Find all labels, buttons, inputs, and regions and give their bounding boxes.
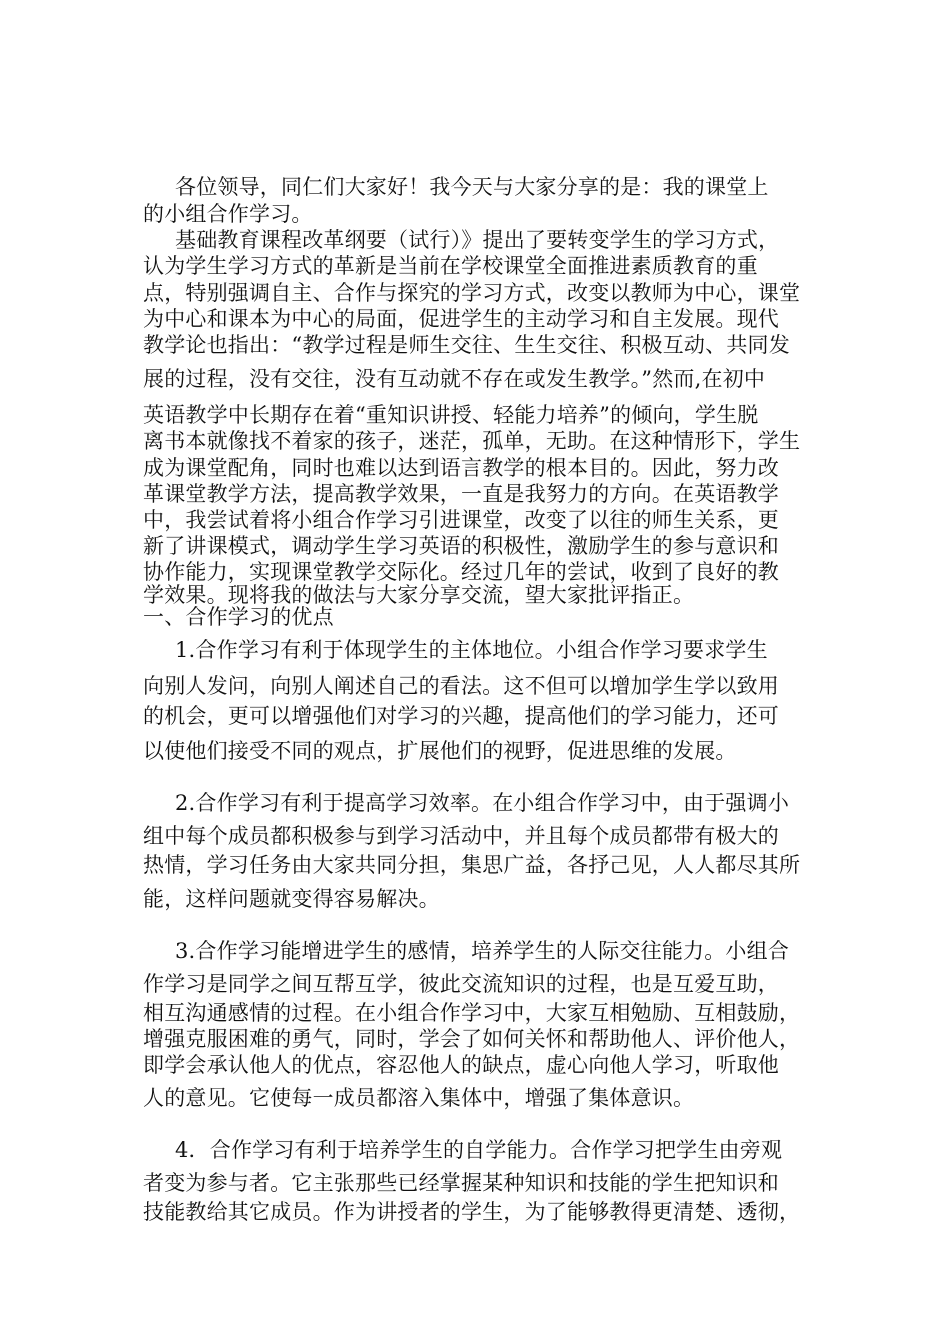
text-line: 热情，学习任务由大家共同分担，集思广益，各抒己见，人人都尽其所	[143, 853, 801, 877]
text-line: 以使他们接受不同的观点，扩展他们的视野，促进思维的发展。	[143, 739, 737, 763]
text-line: 展的过程，没有交往，没有互动就不存在或发生教学。”然而,在初中	[143, 367, 766, 391]
text-line: 离书本就像找不着家的孩子，迷茫，孤单，无助。在这种情形下，学生	[143, 429, 801, 453]
text-line: 新了讲课模式，调动学生学习英语的积极性，激励学生的参与意识和	[143, 534, 779, 558]
text-line: 者变为参与者。它主张那些已经掌握某种知识和技能的学生把知识和	[143, 1171, 779, 1195]
text-line: 增强克服困难的勇气，同时，学会了如何关怀和帮助他人、评价他人，	[143, 1027, 801, 1051]
text-line: 能，这样问题就变得容易解决。	[143, 887, 440, 911]
text-line: 的小组合作学习。	[143, 202, 313, 226]
text-line: 英语教学中长期存在着“重知识讲授、轻能力培养”的倾向，学生脱	[143, 403, 759, 427]
text-line: 4．合作学习有利于培养学生的自学能力。合作学习把学生由旁观	[175, 1138, 783, 1162]
text-line: 人的意见。它使每一成员都溶入集体中，增强了集体意识。	[143, 1086, 695, 1110]
text-line: 1.合作学习有利于体现学生的主体地位。小组合作学习要求学生	[175, 638, 768, 662]
text-line: 向别人发问，向别人阐述自己的看法。这不但可以增加学生学以致用	[143, 674, 779, 698]
text-line: 协作能力，实现课堂教学交际化。经过几年的尝试，收到了良好的教	[143, 560, 779, 584]
text-line: 革课堂教学方法，提高教学效果，一直是我努力的方向。在英语教学	[143, 482, 779, 506]
text-line: 为中心和课本为中心的局面，促进学生的主动学习和自主发展。现代	[143, 307, 779, 331]
text-line: 即学会承认他人的优点，容忍他人的缺点，虚心向他人学习，听取他	[143, 1053, 779, 1077]
text-line: 作学习是同学之间互帮互学，彼此交流知识的过程，也是互爱互助，	[143, 972, 779, 996]
text-line: 成为课堂配角，同时也难以达到语言教学的根本目的。因此，努力改	[143, 456, 779, 480]
text-line: 各位领导，同仁们大家好！我今天与大家分享的是：我的课堂上	[175, 175, 769, 199]
text-line: 基础教育课程改革纲要（试行）》提出了要转变学生的学习方式，	[175, 228, 780, 252]
text-line: 认为学生学习方式的革新是当前在学校课堂全面推进素质教育的重	[143, 254, 758, 278]
text-line: 中，我尝试着将小组合作学习引进课堂，改变了以往的师生关系，更	[143, 508, 779, 532]
text-line: 组中每个成员都积极参与到学习活动中，并且每个成员都带有极大的	[143, 824, 779, 848]
text-line: 相互沟通感情的过程。在小组合作学习中，大家互相勉励、互相鼓励，	[143, 1001, 801, 1025]
text-line: 教学论也指出：“教学过程是师生交往、生生交往、积极互动、共同发	[143, 333, 790, 357]
text-line: 学效果。现将我的做法与大家分享交流，望大家批评指正。	[143, 583, 695, 607]
text-line: 技能教给其它成员。作为讲授者的学生，为了能够教得更清楚、透彻，	[143, 1200, 801, 1224]
text-line: 2.合作学习有利于提高学习效率。在小组合作学习中，由于强调小	[175, 791, 790, 815]
section-heading: 一、合作学习的优点	[143, 605, 334, 629]
text-line: 的机会，更可以增强他们对学习的兴趣，提高他们的学习能力，还可	[143, 704, 779, 728]
text-line: 点，特别强调自主、合作与探究的学习方式，改变以教师为中心，课堂	[143, 281, 801, 305]
text-line: 3.合作学习能增进学生的感情，培养学生的人际交往能力。小组合	[175, 939, 790, 963]
